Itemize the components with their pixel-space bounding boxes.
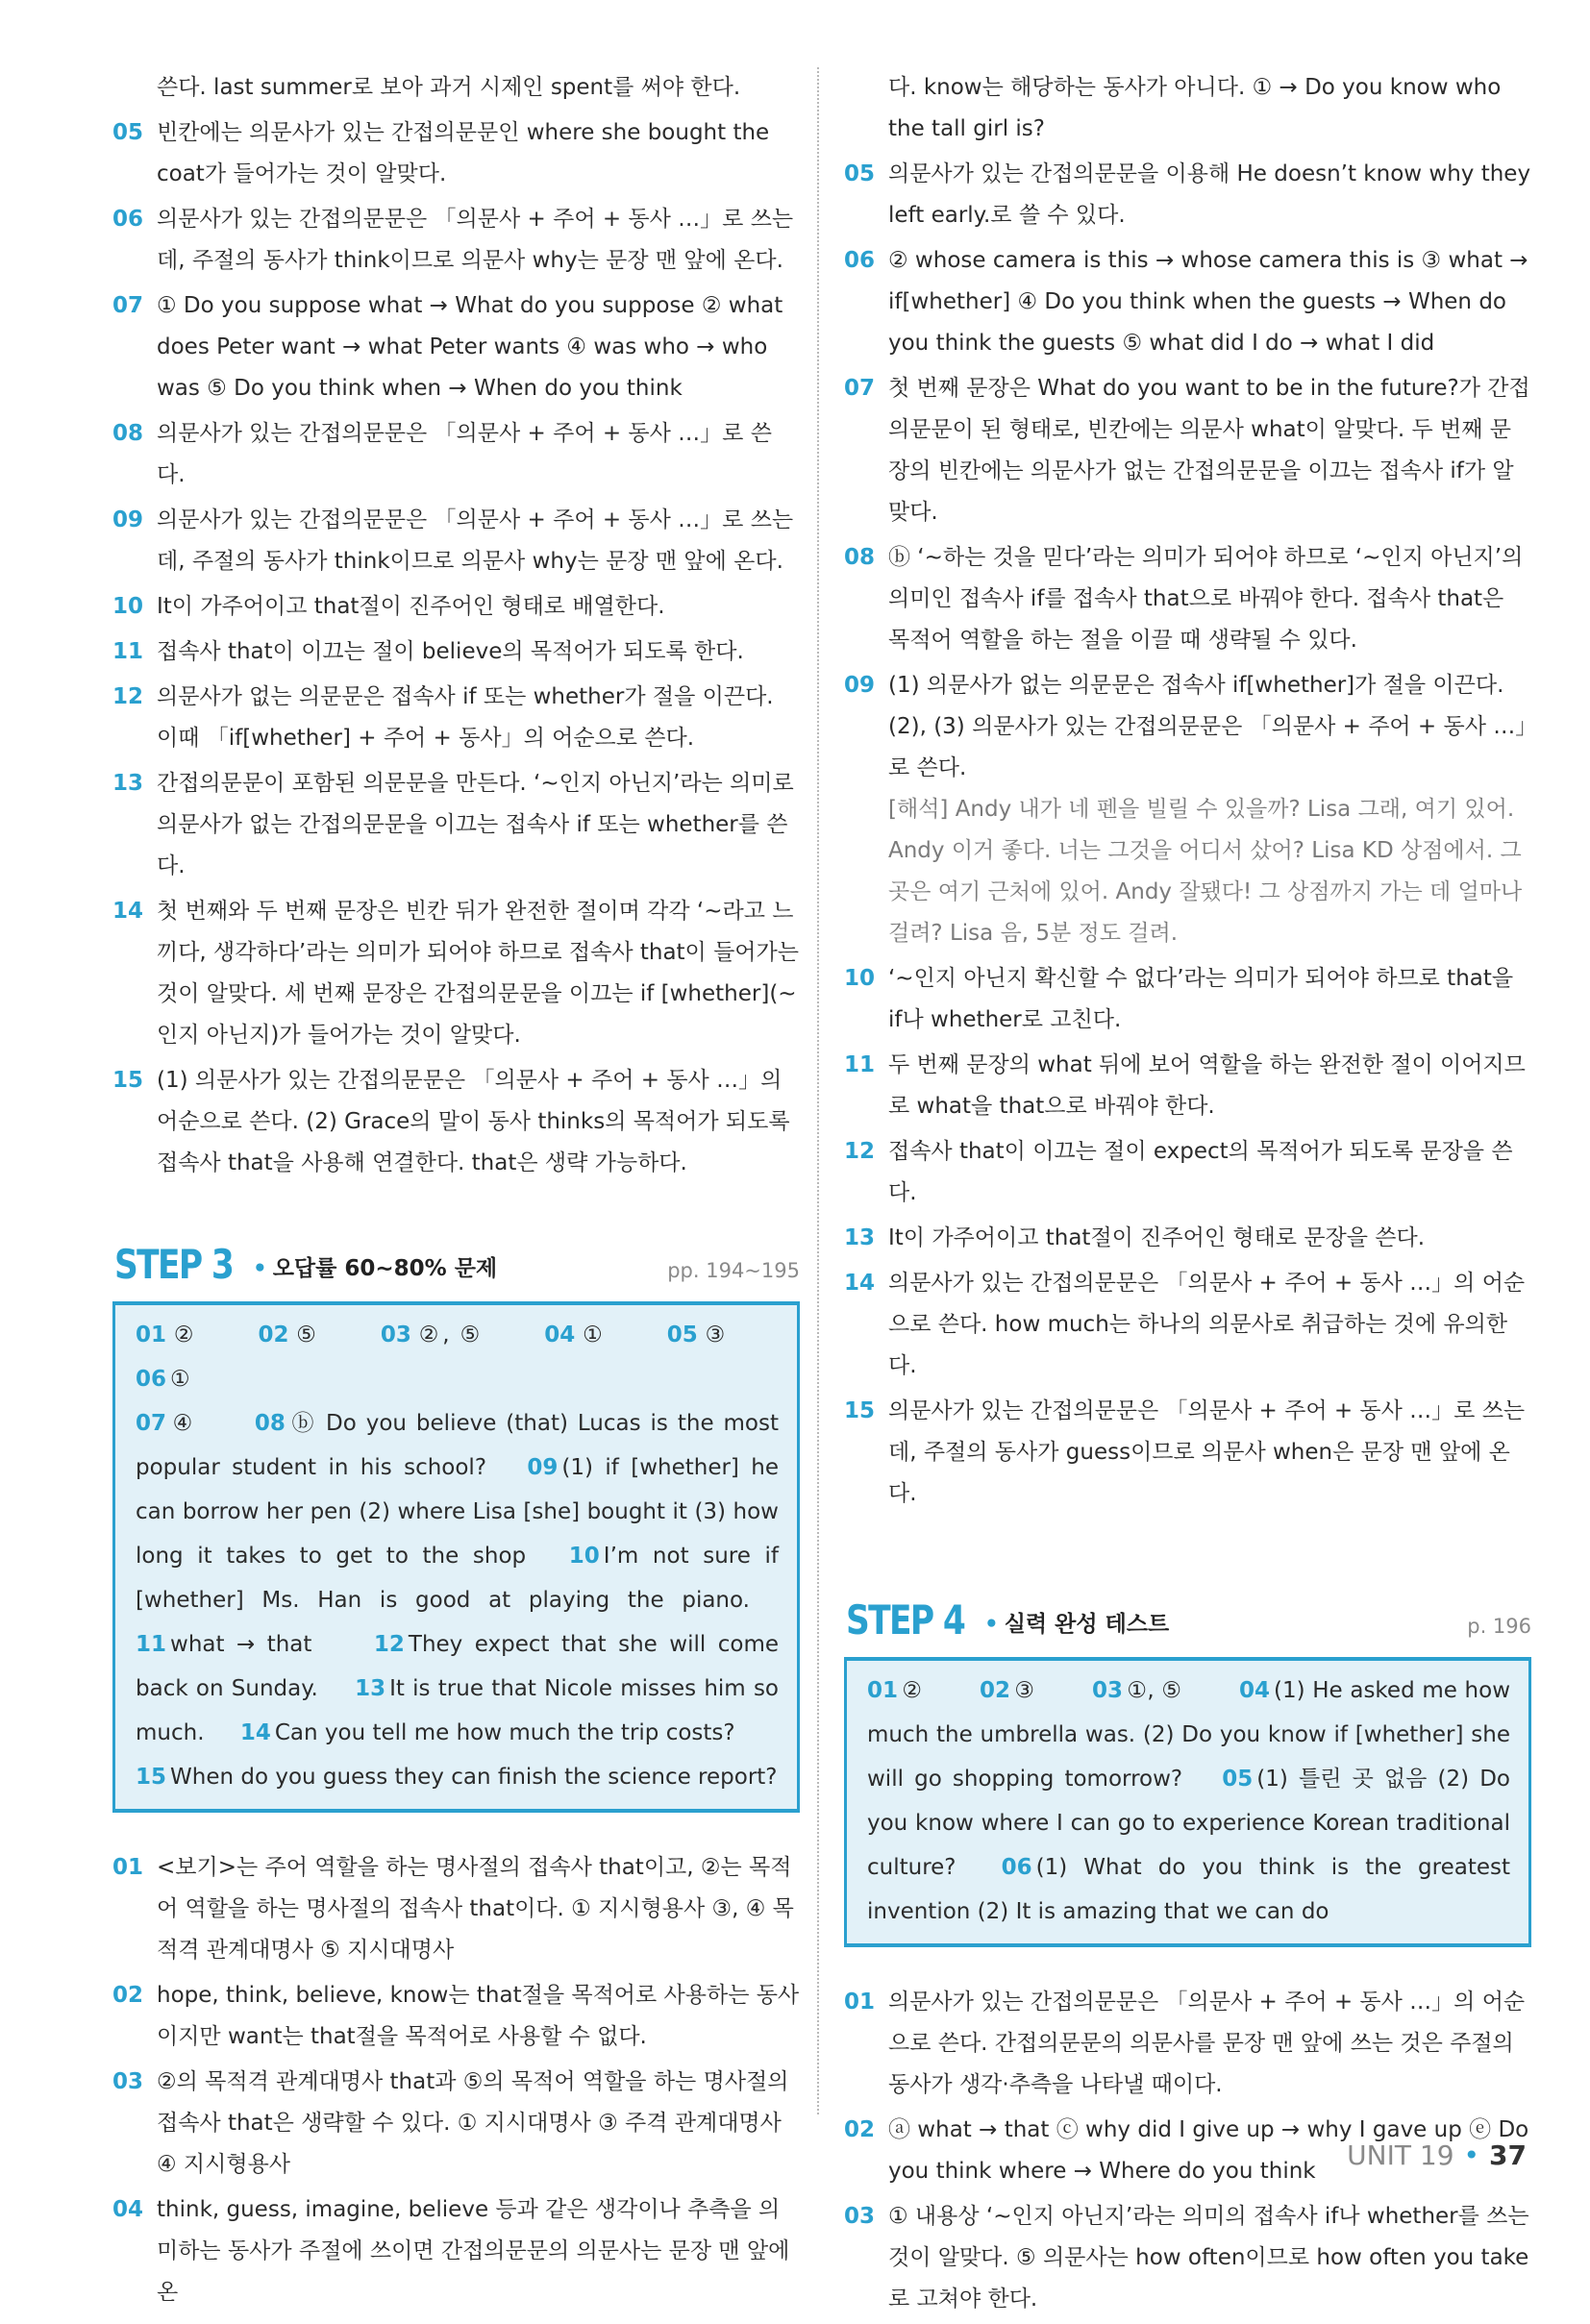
explanation-item: 13 It이 가주어이고 that절이 진주어인 형태로 문장을 쓴다. — [844, 1225, 1426, 1250]
explanation-item: 09 (1) 의문사가 없는 의문문은 접속사 if[whether]가 절을 이끈다. (2), (3) 의문사가 있는 간접의문문은 「의문사 + 주어 + 동사 …」로 쓴다. [해석] Andy 내가 네 펜을 빌릴 수 있을까? Lisa 그래, 여기 있어. Andy 이거 좋다. 너는 그것을 어디서 샀어? Lisa KD 상점에서. 그곳은 여기 근처에 있어. Andy 잘됐다! 그 상점까지 가는 데 얼마나 걸려? Lisa 음, 5분 정도 걸려. — [844, 673, 1527, 946]
continued-text: 쓴다. last summer로 보아 과거 시제인 spent를 써야 한다. — [157, 75, 741, 100]
explanation-item: 04 think, guess, imagine, believe 등과 같은 생각이나 추측을 의미하는 동사가 주절에 쓰이면 간접의문문의 의문사는 문장 맨 앞에 온 — [112, 2197, 790, 2305]
step3-answer-box: 01 ② 02 ⑤ 03 ②, ⑤ 04 ① 05 ③ 06 ① 07 ④ 08 ⓑ Do you believe (that) Lucas is the most popular student in his school? 09 (1) if [whether] he can borrow her pen (2) where Lisa [she] bought it (3) how long it takes to get to the shop 10 I’m not sure if [whether] Ms. Han is good at playing the piano. 11 what → that 12 They expect that she will come back on Sunday. 13 It is true that Nicole misses him so much. 14 Can you tell me how much the trip costs? 15 When do you guess they can finish the science report? — [112, 1301, 800, 1813]
explanation-item: 13 간접의문문이 포함된 의문문을 만든다. ‘~인지 아닌지’라는 의미로 의문사가 없는 간접의문문을 이끄는 접속사 if 또는 whether를 쓴다. — [112, 771, 794, 878]
column-divider — [817, 67, 819, 2114]
step3-header — [112, 1236, 800, 1294]
translation-text: [해석] Andy 내가 네 펜을 빌릴 수 있을까? Lisa 그래, 여기 있어. Andy 이거 좋다. 너는 그것을 어디서 샀어? Lisa KD 상점에서. 그곳은 여기 근처에 있어. Andy 잘됐다! 그 상점까지 가는 데 얼마나 걸려? Lisa 음, 5분 정도 걸려. — [888, 797, 1523, 946]
explanation-item: 11 두 번째 문장의 what 뒤에 보어 역할을 하는 완전한 절이 이어지므로 what을 that으로 바꿔야 한다. — [844, 1052, 1526, 1119]
step3-pages: pp. 194~195 — [667, 1259, 800, 1282]
explanation-item: 15 의문사가 있는 간접의문문은 「의문사 + 주어 + 동사 …」로 쓰는데, 주절의 동사가 guess이므로 의문사 when은 문장 맨 앞에 온다. — [844, 1398, 1526, 1506]
explanation-item: 05 빈칸에는 의문사가 있는 간접의문문인 where she bought the coat가 들어가는 것이 알맞다. — [112, 120, 770, 186]
explanation-item: 02 ⓐ what → that ⓒ why did I give up → why I gave up ⓔ Do you think where → Where do you think — [844, 2117, 1529, 2184]
bullet-icon: • — [1463, 2139, 1480, 2171]
explanation-item: 01 의문사가 있는 간접의문문은 「의문사 + 주어 + 동사 …」의 어순으로 쓴다. 간접의문문의 의문사를 문장 맨 앞에 쓰는 것은 주절의 동사가 생각·추측을 나타낼 때이다. — [844, 1990, 1526, 2097]
explanation-item: 14 의문사가 있는 간접의문문은 「의문사 + 주어 + 동사 …」의 어순으로 쓴다. how much는 하나의 의문사로 취급하는 것에 유의한다. — [844, 1271, 1526, 1378]
explanation-item: 14 첫 번째와 두 번째 문장은 빈칸 뒤가 완전한 절이며 각각 ‘~라고 느끼다, 생각하다’라는 의미가 되어야 하므로 접속사 that이 들어가는 것이 알맞다. 세 번째 문장은 간접의문문을 이끄는 if [whether](~인지 아닌지)가 들어가는 것이 알맞다. — [112, 899, 799, 1048]
explanation-item: 01 <보기>는 주어 역할을 하는 명사절의 접속사 that이고, ②는 목적어 역할을 하는 명사절의 접속사 that이다. ① 지시형용사 ③, ④ 목적격 관계대명사 ⑤ 지시대명사 — [112, 1855, 794, 1963]
step3-subtitle: • 오답률 60~80% 문제 — [253, 1256, 498, 1281]
right-column — [844, 67, 1531, 2324]
explanation-item: 08 ⓑ ‘~하는 것을 믿다’라는 의미가 되어야 하므로 ‘~인지 아닌지’의 의미인 접속사 if를 접속사 that으로 바꿔야 한다. 접속사 that은 목적어 역할을 하는 절을 이끌 때 생략될 수 있다. — [844, 545, 1524, 653]
explanation-item: 10 It이 가주어이고 that절이 진주어인 형태로 배열한다. — [112, 594, 665, 619]
explanation-item: 06 ② whose camera is this → whose camera this is ③ what → if[whether] ④ Do you think when the guests → When do you think the guests ⑤ what did I do → what I did — [844, 248, 1528, 356]
step4-subtitle: • 실력 완성 테스트 — [984, 1612, 1170, 1637]
step4-pages: p. 196 — [1467, 1615, 1531, 1638]
left-column — [112, 67, 800, 2317]
explanation-item: 02 hope, think, believe, know는 that절을 목적어로 사용하는 동사이지만 want는 that절을 목적어로 사용할 수 없다. — [112, 1983, 800, 2049]
explanation-item: 03 ②의 목적격 관계대명사 that과 ⑤의 목적어 역할을 하는 명사절의 접속사 that은 생략할 수 있다. ① 지시대명사 ③ 주격 관계대명사 ④ 지시형용사 — [112, 2069, 789, 2177]
explanation-item: 07 ① Do you suppose what → What do you suppose ② what does Peter want → what Peter wants ④ was who → who was ⑤ Do you think when → When do you think — [112, 293, 783, 401]
explanation-item: 05 의문사가 있는 간접의문문을 이용해 He doesn’t know why they left early.로 쓸 수 있다. — [844, 161, 1531, 228]
page-footer — [1347, 2139, 1527, 2171]
explanation-item: 15 (1) 의문사가 있는 간접의문문은 「의문사 + 주어 + 동사 …」의 어순으로 쓴다. (2) Grace의 말이 동사 thinks의 목적어가 되도록 접속사 that을 사용해 연결한다. that은 생략 가능하다. — [112, 1068, 790, 1175]
unit-label: UNIT 19 — [1347, 2139, 1454, 2171]
explanation-item: 07 첫 번째 문장은 What do you want to be in the future?가 간접의문문이 된 형태로, 빈칸에는 의문사 what이 알맞다. 두 번째 문장의 빈칸에는 의문사가 없는 간접의문문을 이끄는 접속사 if가 알맞다. — [844, 376, 1530, 525]
step3-title: STEP 3 — [114, 1241, 234, 1288]
step4-header — [844, 1592, 1531, 1649]
explanation-item: 12 접속사 that이 이끄는 절이 expect의 목적어가 되도록 문장을 쓴다. — [844, 1139, 1513, 1205]
explanation-item: 11 접속사 that이 이끄는 절이 believe의 목적어가 되도록 한다. — [112, 639, 744, 664]
continued-text: 다. know는 해당하는 동사가 아니다. ① → Do you know who the tall girl is? — [888, 75, 1502, 141]
explanation-item: 08 의문사가 있는 간접의문문은 「의문사 + 주어 + 동사 …」로 쓴다. — [112, 421, 772, 487]
step4-answer-box: 01 ② 02 ③ 03 ①, ⑤ 04 (1) He asked me how much the umbrella was. (2) Do you know if [whether] she will go shopping tomorrow? 05 (1) 틀린 곳 없음 (2) Do you know where I can go to experience Korean traditional culture? 06 (1) What do you think is the greatest invention (2) It is amazing that we can do — [844, 1657, 1531, 1947]
explanation-item: 12 의문사가 없는 의문문은 접속사 if 또는 whether가 절을 이끈다. 이때 「if[whether] + 주어 + 동사」의 어순으로 쓴다. — [112, 684, 774, 751]
explanation-item: 09 의문사가 있는 간접의문문은 「의문사 + 주어 + 동사 …」로 쓰는데, 주절의 동사가 think이므로 의문사 why는 문장 맨 앞에 온다. — [112, 507, 794, 574]
step4-title: STEP 4 — [846, 1596, 965, 1644]
page-number: 37 — [1489, 2139, 1527, 2171]
explanation-item: 06 의문사가 있는 간접의문문은 「의문사 + 주어 + 동사 …」로 쓰는데, 주절의 동사가 think이므로 의문사 why는 문장 맨 앞에 온다. — [112, 207, 794, 273]
explanation-item: 03 ① 내용상 ‘~인지 아닌지’라는 의미의 접속사 if나 whether를 쓰는 것이 알맞다. ⑤ 의문사는 how often이므로 how often you take로 고쳐야 한다. — [844, 2204, 1529, 2312]
explanation-item: 10 ‘~인지 아닌지 확신할 수 없다’라는 의미가 되어야 하므로 that을 if나 whether로 고친다. — [844, 966, 1514, 1032]
